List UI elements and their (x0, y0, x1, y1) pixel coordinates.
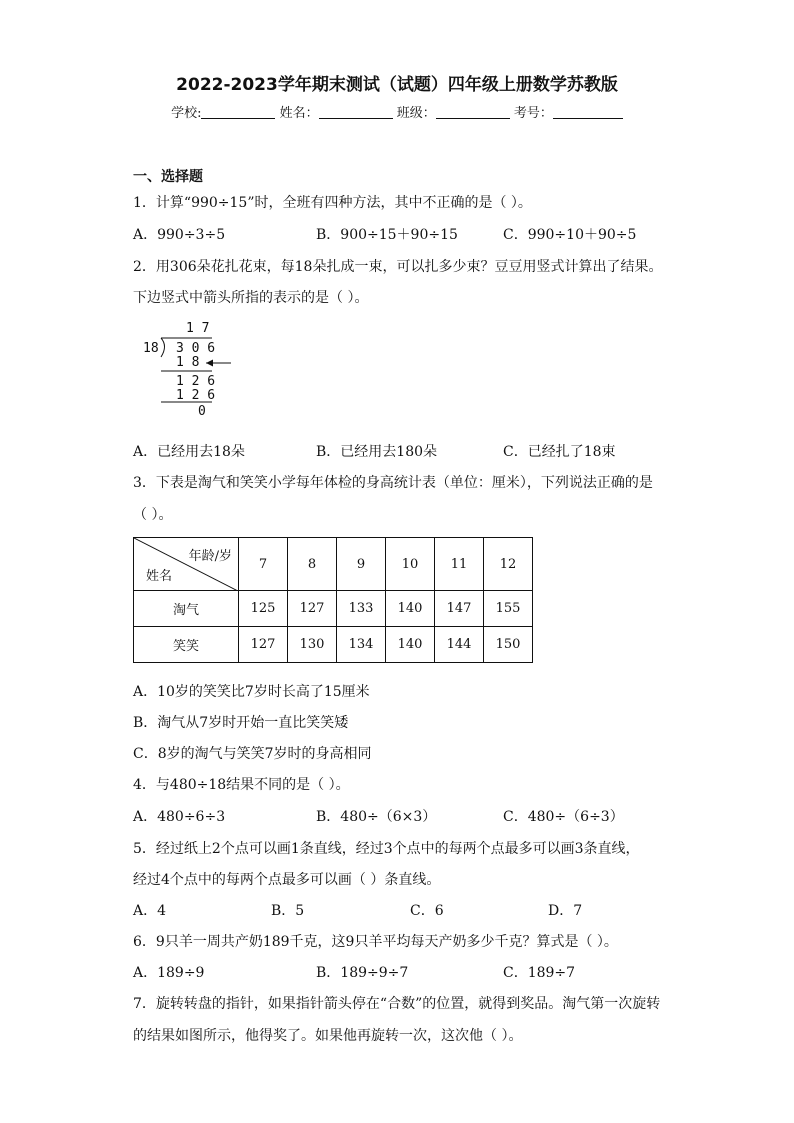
question-7-stem-line2: 的结果如图所示，他得奖了。如果他再旋转一次，这次他（ ）。 (133, 1028, 523, 1044)
age-cell: 10 (386, 538, 435, 591)
division-step-1: 1 8 (176, 355, 200, 370)
q3-option-b[interactable]: B．淘气从7岁时开始一直比笑笑矮 (133, 715, 349, 731)
q5-option-d[interactable]: D．7 (548, 903, 583, 919)
section-title: 一、选择题 (133, 169, 203, 185)
table-row (134, 591, 533, 627)
value-cell: 140 (386, 591, 435, 627)
q2-option-b[interactable]: B．已经用去180朵 (316, 444, 438, 460)
value-cell: 125 (239, 591, 288, 627)
table-header-row (134, 538, 533, 591)
question-2-stem-line2: 下边竖式中箭头所指的表示的是（ ）。 (133, 290, 369, 306)
number-label: 考号： (513, 106, 553, 121)
division-dividend: 3 0 6 (176, 341, 216, 356)
q2-option-a[interactable]: A．已经用去18朵 (133, 444, 245, 460)
value-cell: 127 (288, 591, 337, 627)
school-label: 学校: (171, 106, 202, 121)
division-divisor: 18 (143, 341, 159, 356)
value-cell: 127 (239, 627, 288, 663)
question-4-stem: 4．与480÷18结果不同的是（ ）。 (133, 777, 350, 793)
value-cell: 150 (484, 627, 533, 663)
row-name-cell: 淘气 (134, 591, 239, 627)
number-blank[interactable] (553, 106, 623, 119)
age-cell: 7 (239, 538, 288, 591)
q6-option-a[interactable]: A．189÷9 (133, 965, 205, 981)
q5-option-b[interactable]: B．5 (271, 903, 305, 919)
corner-name-label: 姓名 (146, 569, 173, 584)
q1-option-a[interactable]: A．990÷3÷5 (133, 227, 226, 243)
question-3-stem-line2: （ ）。 (133, 507, 173, 523)
q1-option-b[interactable]: B．900÷15＋90÷15 (316, 227, 458, 243)
q6-option-c[interactable]: C．189÷7 (503, 965, 576, 981)
division-lines (140, 330, 240, 410)
corner-age-label: 年龄/岁 (188, 549, 232, 564)
question-5-stem-line2: 经过4个点中的每两个点最多可以画（ ）条直线。 (133, 872, 441, 888)
value-cell: 147 (435, 591, 484, 627)
student-info-line (0, 102, 794, 121)
q6-option-b[interactable]: B．189÷9÷7 (316, 965, 409, 981)
age-cell: 12 (484, 538, 533, 591)
question-1-stem: 1．计算“990÷15”时，全班有四种方法，其中不正确的是（ ）。 (133, 195, 532, 211)
name-label: 姓名： (279, 106, 319, 121)
q3-option-c[interactable]: C．8岁的淘气与笑笑7岁时的身高相同 (133, 746, 372, 762)
q3-option-a[interactable]: A．10岁的笑笑比7岁时长高了15厘米 (133, 684, 370, 700)
height-table (133, 537, 533, 663)
table-row (134, 627, 533, 663)
division-step-3: 1 2 6 (176, 388, 216, 403)
value-cell: 140 (386, 627, 435, 663)
q4-option-c[interactable]: C．480÷（6÷3） (503, 809, 624, 825)
question-6-stem: 6．9只羊一周共产奶189千克，这9只羊平均每天产奶多少千克？算式是（ ）。 (133, 934, 618, 950)
question-7-stem-line1: 7．旋转转盘的指针，如果指针箭头停在“合数”的位置，就得到奖品。淘气第一次旋转 (133, 996, 661, 1012)
question-2-stem-line1: 2．用306朵花扎花束，每18朵扎成一束，可以扎多少束？豆豆用竖式计算出了结果。 (133, 259, 663, 275)
value-cell: 133 (337, 591, 386, 627)
school-blank[interactable] (201, 106, 275, 119)
q4-option-a[interactable]: A．480÷6÷3 (133, 809, 226, 825)
question-3-stem-line1: 3．下表是淘气和笑笑小学每年体检的身高统计表（单位：厘米），下列说法正确的是 (133, 475, 653, 491)
value-cell: 134 (337, 627, 386, 663)
row-name-cell: 笑笑 (134, 627, 239, 663)
table-corner-cell (134, 538, 239, 591)
class-label: 班级： (396, 106, 436, 121)
age-cell: 11 (435, 538, 484, 591)
question-5-stem-line1: 5．经过纸上2个点可以画1条直线，经过3个点中的每两个点最多可以画3条直线， (133, 841, 640, 857)
page-title: 2022-2023学年期末测试（试题）四年级上册数学苏教版 (176, 75, 618, 95)
q5-option-c[interactable]: C．6 (410, 903, 444, 919)
age-cell: 8 (288, 538, 337, 591)
division-step-2: 1 2 6 (176, 374, 216, 389)
division-quotient: 1 7 (186, 321, 210, 336)
value-cell: 144 (435, 627, 484, 663)
q1-option-c[interactable]: C．990÷10＋90÷5 (503, 227, 637, 243)
q4-option-b[interactable]: B．480÷（6×3） (316, 809, 437, 825)
class-blank[interactable] (436, 106, 510, 119)
q5-option-a[interactable]: A．4 (133, 903, 167, 919)
q2-option-c[interactable]: C．已经扎了18束 (503, 444, 616, 460)
age-cell: 9 (337, 538, 386, 591)
division-remainder: 0 (198, 404, 206, 419)
name-blank[interactable] (319, 106, 393, 119)
value-cell: 130 (288, 627, 337, 663)
value-cell: 155 (484, 591, 533, 627)
